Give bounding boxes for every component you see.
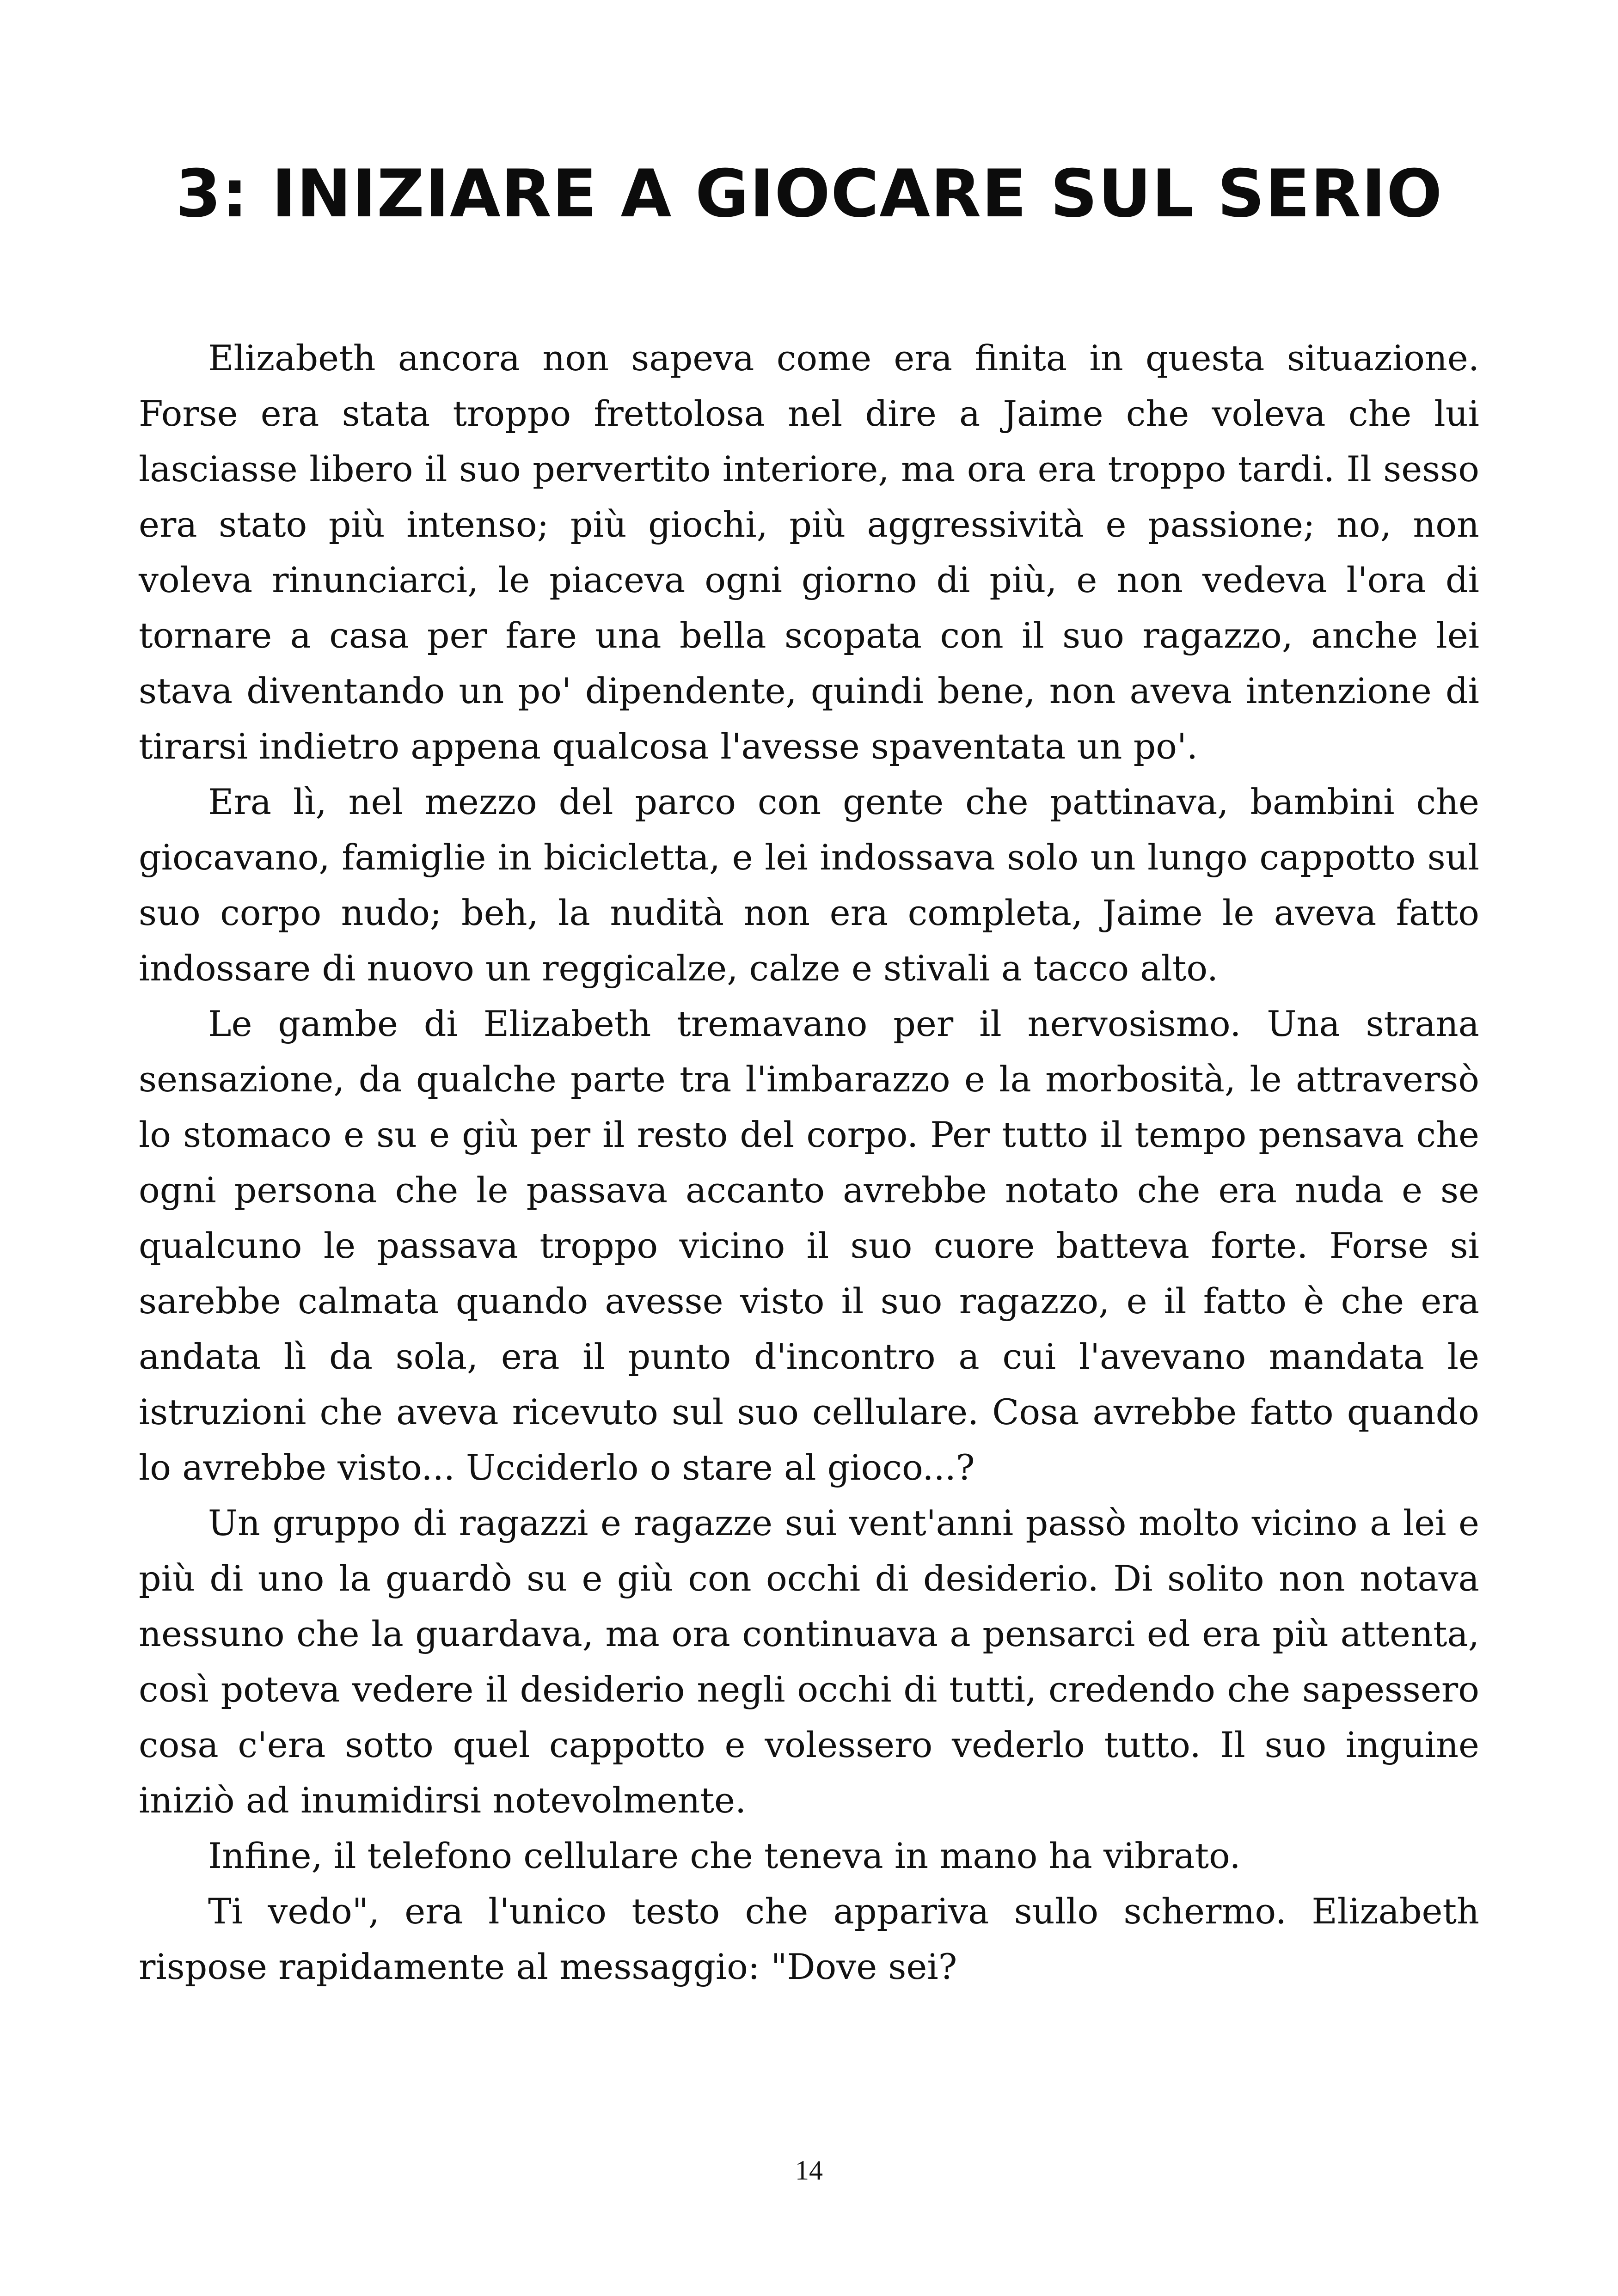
chapter-title: 3: INIZIARE A GIOCARE SUL SERIO: [175, 156, 1443, 232]
paragraph-3: Le gambe di Elizabeth tremavano per il nervosismo. Una strana sensazione, da qualche parte tra l'imbarazzo e la morbosità, le attraversò lo stomaco e su e giù per il resto del corpo. Per tutto il tempo pensava che ogni persona che le passava accanto avrebbe notato che era nuda e se qualcuno le passava troppo vicino il suo cuore batteva forte. Forse si sarebbe calmata quando avesse visto il suo ragazzo, e il fatto è che era andata lì da sola, era il punto d'incontro a cui l'avevano mandata le istruzioni che aveva ricevuto sul suo cellulare. Cosa avrebbe fatto quando lo avrebbe visto... Ucciderlo o stare al gioco...?: [139, 1003, 1479, 1488]
paragraph-4: Un gruppo di ragazzi e ragazze sui vent'anni passò molto vicino a lei e più di uno la guardò su e giù con occhi di desiderio. Di solito non notava nessuno che la guardava, ma ora continuava a pensarci ed era più attenta, così poteva vedere il desiderio negli occhi di tutti, credendo che sapessero cosa c'era sotto quel cappotto e volessero vederlo tutto. Il suo inguine iniziò ad inumidirsi notevolmente.: [139, 1502, 1479, 1821]
paragraph-6: Ti vedo", era l'unico testo che appariva sullo schermo. Elizabeth rispose rapidamente al messaggio: "Dove sei?: [139, 1891, 1479, 1987]
page-number: 14: [795, 2155, 823, 2186]
paragraph-5: Infine, il telefono cellulare che teneva in mano ha vibrato.: [208, 1835, 1241, 1876]
chapter-body: [139, 331, 1479, 1995]
paragraph-2: Era lì, nel mezzo del parco con gente che pattinava, bambini che giocavano, famiglie in bicicletta, e lei indossava solo un lungo cappotto sul suo corpo nudo; beh, la nudità non era completa, Jaime le aveva fatto indossare di nuovo un reggicalze, calze e stivali a tacco alto.: [139, 781, 1479, 989]
paragraph-1: Elizabeth ancora non sapeva come era finita in questa situazione. Forse era stata troppo frettolosa nel dire a Jaime che voleva che lui lasciasse libero il suo pervertito interiore, ma ora era troppo tardi. Il sesso era stato più intenso; più giochi, più aggressività e passione; no, non voleva rinunciarci, le piaceva ogni giorno di più, e non vedeva l'ora di tornare a casa per fare una bella scopata con il suo ragazzo, anche lei stava diventando un po' dipendente, quindi bene, non aveva intenzione di tirarsi indietro appena qualcosa l'avesse spaventata un po'.: [139, 337, 1479, 767]
